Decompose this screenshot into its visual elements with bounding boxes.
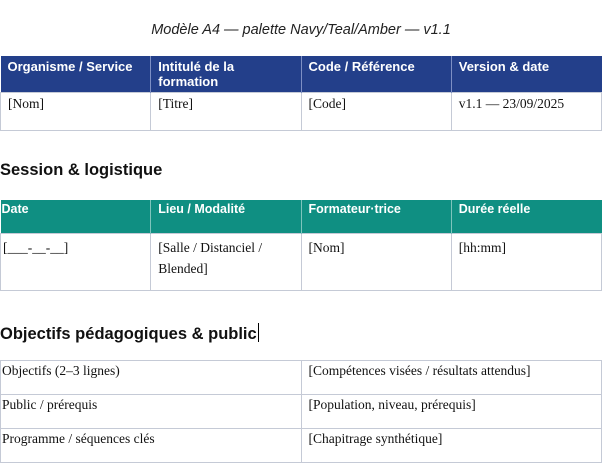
session-table — [0, 200, 602, 291]
table-row — [1, 361, 602, 395]
session-value-row — [1, 234, 602, 291]
document-subtitle: Modèle A4 — palette Navy/Teal/Amber — v1.1 — [151, 22, 451, 38]
header-cell[interactable]: Formateur·trice — [301, 200, 451, 234]
row-label-cell[interactable]: Programme / séquences clés — [1, 429, 302, 463]
header-cell[interactable]: Organisme / Service — [1, 56, 151, 93]
formateur-cell[interactable]: [Nom] — [301, 234, 451, 291]
identity-header-row — [1, 56, 602, 93]
session-heading[interactable]: Session & logistique — [0, 161, 163, 179]
header-cell[interactable]: Intitulé de la formation — [151, 56, 301, 93]
row-value-cell[interactable]: [Chapitrage synthétique] — [301, 429, 602, 463]
row-value-cell[interactable]: [Population, niveau, prérequis] — [301, 395, 602, 429]
identity-value-row — [1, 93, 602, 131]
header-cell[interactable]: Durée réelle — [451, 200, 601, 234]
header-cell[interactable]: Code / Référence — [301, 56, 451, 93]
table-row — [1, 429, 602, 463]
code-cell[interactable]: [Code] — [301, 93, 451, 131]
row-label-cell[interactable]: Objectifs (2–3 lignes) — [1, 361, 302, 395]
session-header-row — [1, 200, 602, 234]
duree-cell[interactable]: [hh:mm] — [451, 234, 601, 291]
intitule-cell[interactable]: [Titre] — [151, 93, 301, 131]
table-row — [1, 395, 602, 429]
header-cell[interactable]: Version & date — [451, 56, 601, 93]
date-cell[interactable]: [___-__-__] — [1, 234, 151, 291]
objectives-table — [0, 360, 602, 463]
objectives-heading[interactable] — [0, 323, 259, 344]
version-cell[interactable]: v1.1 — 23/09/2025 — [451, 93, 601, 131]
identity-table — [0, 56, 602, 131]
organisme-cell[interactable]: [Nom] — [1, 93, 151, 131]
row-label-cell[interactable]: Public / prérequis — [1, 395, 302, 429]
header-cell[interactable]: Lieu / Modalité — [151, 200, 301, 234]
header-cell[interactable]: Date — [1, 200, 151, 234]
text-cursor — [258, 323, 259, 342]
lieu-cell[interactable]: [Salle / Distanciel / Blended] — [151, 234, 301, 291]
row-value-cell[interactable]: [Compétences visées / résultats attendus] — [301, 361, 602, 395]
objectives-heading-text[interactable]: Objectifs pédagogiques & public — [0, 325, 257, 343]
